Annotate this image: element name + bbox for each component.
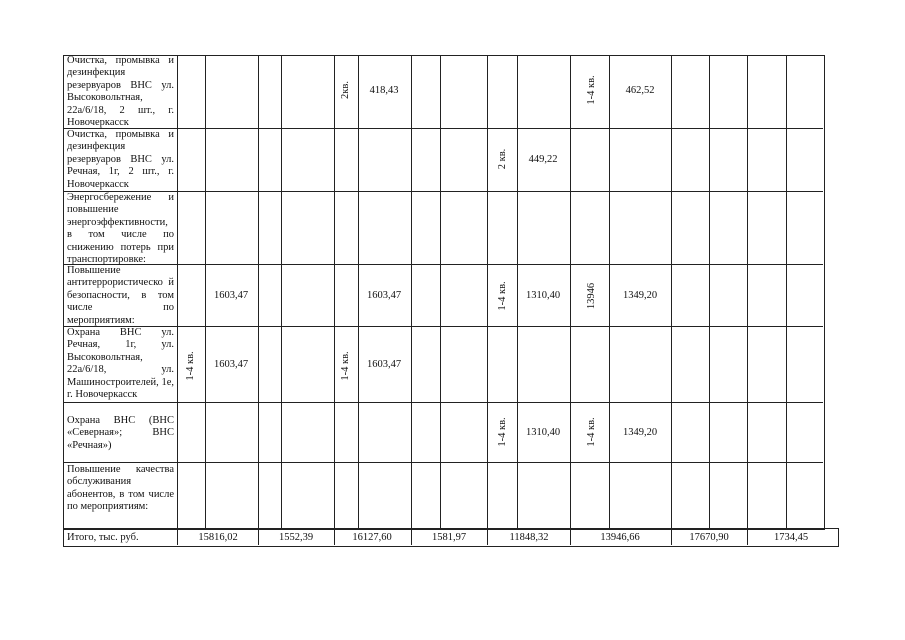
totals-divider <box>570 528 571 545</box>
period-label: 2кв. <box>340 81 351 99</box>
cost-value: 1603,47 <box>366 290 402 301</box>
total-value: 15816,02 <box>198 532 238 543</box>
totals-divider <box>747 528 748 545</box>
total-value: 1734,45 <box>773 532 809 543</box>
totals-divider <box>411 528 412 545</box>
column-divider <box>709 55 710 528</box>
row-description: Повышение качества обслуживания абонентов, в том числе по мероприятиям: <box>67 464 174 513</box>
column-divider <box>334 55 335 528</box>
total-value: 13946,66 <box>600 532 640 543</box>
period-label: 1-4 кв. <box>340 351 351 381</box>
cost-value: 1603,47 <box>213 290 249 301</box>
column-divider <box>177 55 178 528</box>
total-value: 16127,60 <box>352 532 392 543</box>
cost-value: 1349,20 <box>622 290 658 301</box>
totals-label: Итого, тыс. руб. <box>67 532 139 543</box>
column-divider <box>671 55 672 528</box>
cost-value: 449,22 <box>528 154 558 165</box>
cost-value: 418,43 <box>369 85 399 96</box>
totals-divider <box>258 528 259 545</box>
total-value: 17670,90 <box>689 532 729 543</box>
period-label: 1-4 кв. <box>586 75 597 105</box>
column-divider <box>747 55 748 528</box>
period-label: 1-4 кв. <box>497 417 508 447</box>
period-label: 1-4 кв. <box>185 351 196 381</box>
totals-divider <box>487 528 488 545</box>
column-divider <box>487 55 488 528</box>
row-description: Охрана ВНС ул. Речная, 1г, ул. Высоковольтная, 22а/6/18, ул. Машиностроителей, 1е, г. Новочеркасск <box>67 327 174 401</box>
period-label: 1-4 кв. <box>497 281 508 311</box>
column-divider <box>786 55 787 528</box>
cost-value: 1603,47 <box>213 359 249 370</box>
column-divider <box>281 55 282 528</box>
total-value: 1581,97 <box>431 532 467 543</box>
totals-divider <box>177 528 178 545</box>
cost-value: 1349,20 <box>622 427 658 438</box>
row-description: Повышение антитеррористическо й безопасности, в том числе по мероприятиям: <box>67 265 174 326</box>
cost-value: 462,52 <box>625 85 655 96</box>
cost-value: 1603,47 <box>366 359 402 370</box>
total-value: 11848,32 <box>509 532 549 543</box>
cost-value: 1310,40 <box>525 290 561 301</box>
period-label: 2 кв. <box>497 148 508 170</box>
total-value: 1552,39 <box>278 532 314 543</box>
totals-divider <box>334 528 335 545</box>
cost-value: 1310,40 <box>525 427 561 438</box>
row-description: Очистка, промывка и дезинфекция резервуаров ВНС ул. Речная, 1г, 2 шт., г. Новочеркасск <box>67 129 174 190</box>
totals-divider <box>671 528 672 545</box>
row-description: Охрана ВНС (ВНС «Северная»; ВНС «Речная») <box>67 415 174 451</box>
column-divider <box>440 55 441 528</box>
period-label: 13946 <box>586 282 597 310</box>
row-description: Очистка, промывка и дезинфекция резервуаров ВНС ул. Высоковольтная, 22а/6/18, 2 шт., г. Новочеркасск <box>67 55 174 129</box>
row-description: Энергосбережение и повышение энергоэффективности, в том числе по снижению потерь при транспортировке: <box>67 192 174 266</box>
period-label: 1-4 кв. <box>586 417 597 447</box>
